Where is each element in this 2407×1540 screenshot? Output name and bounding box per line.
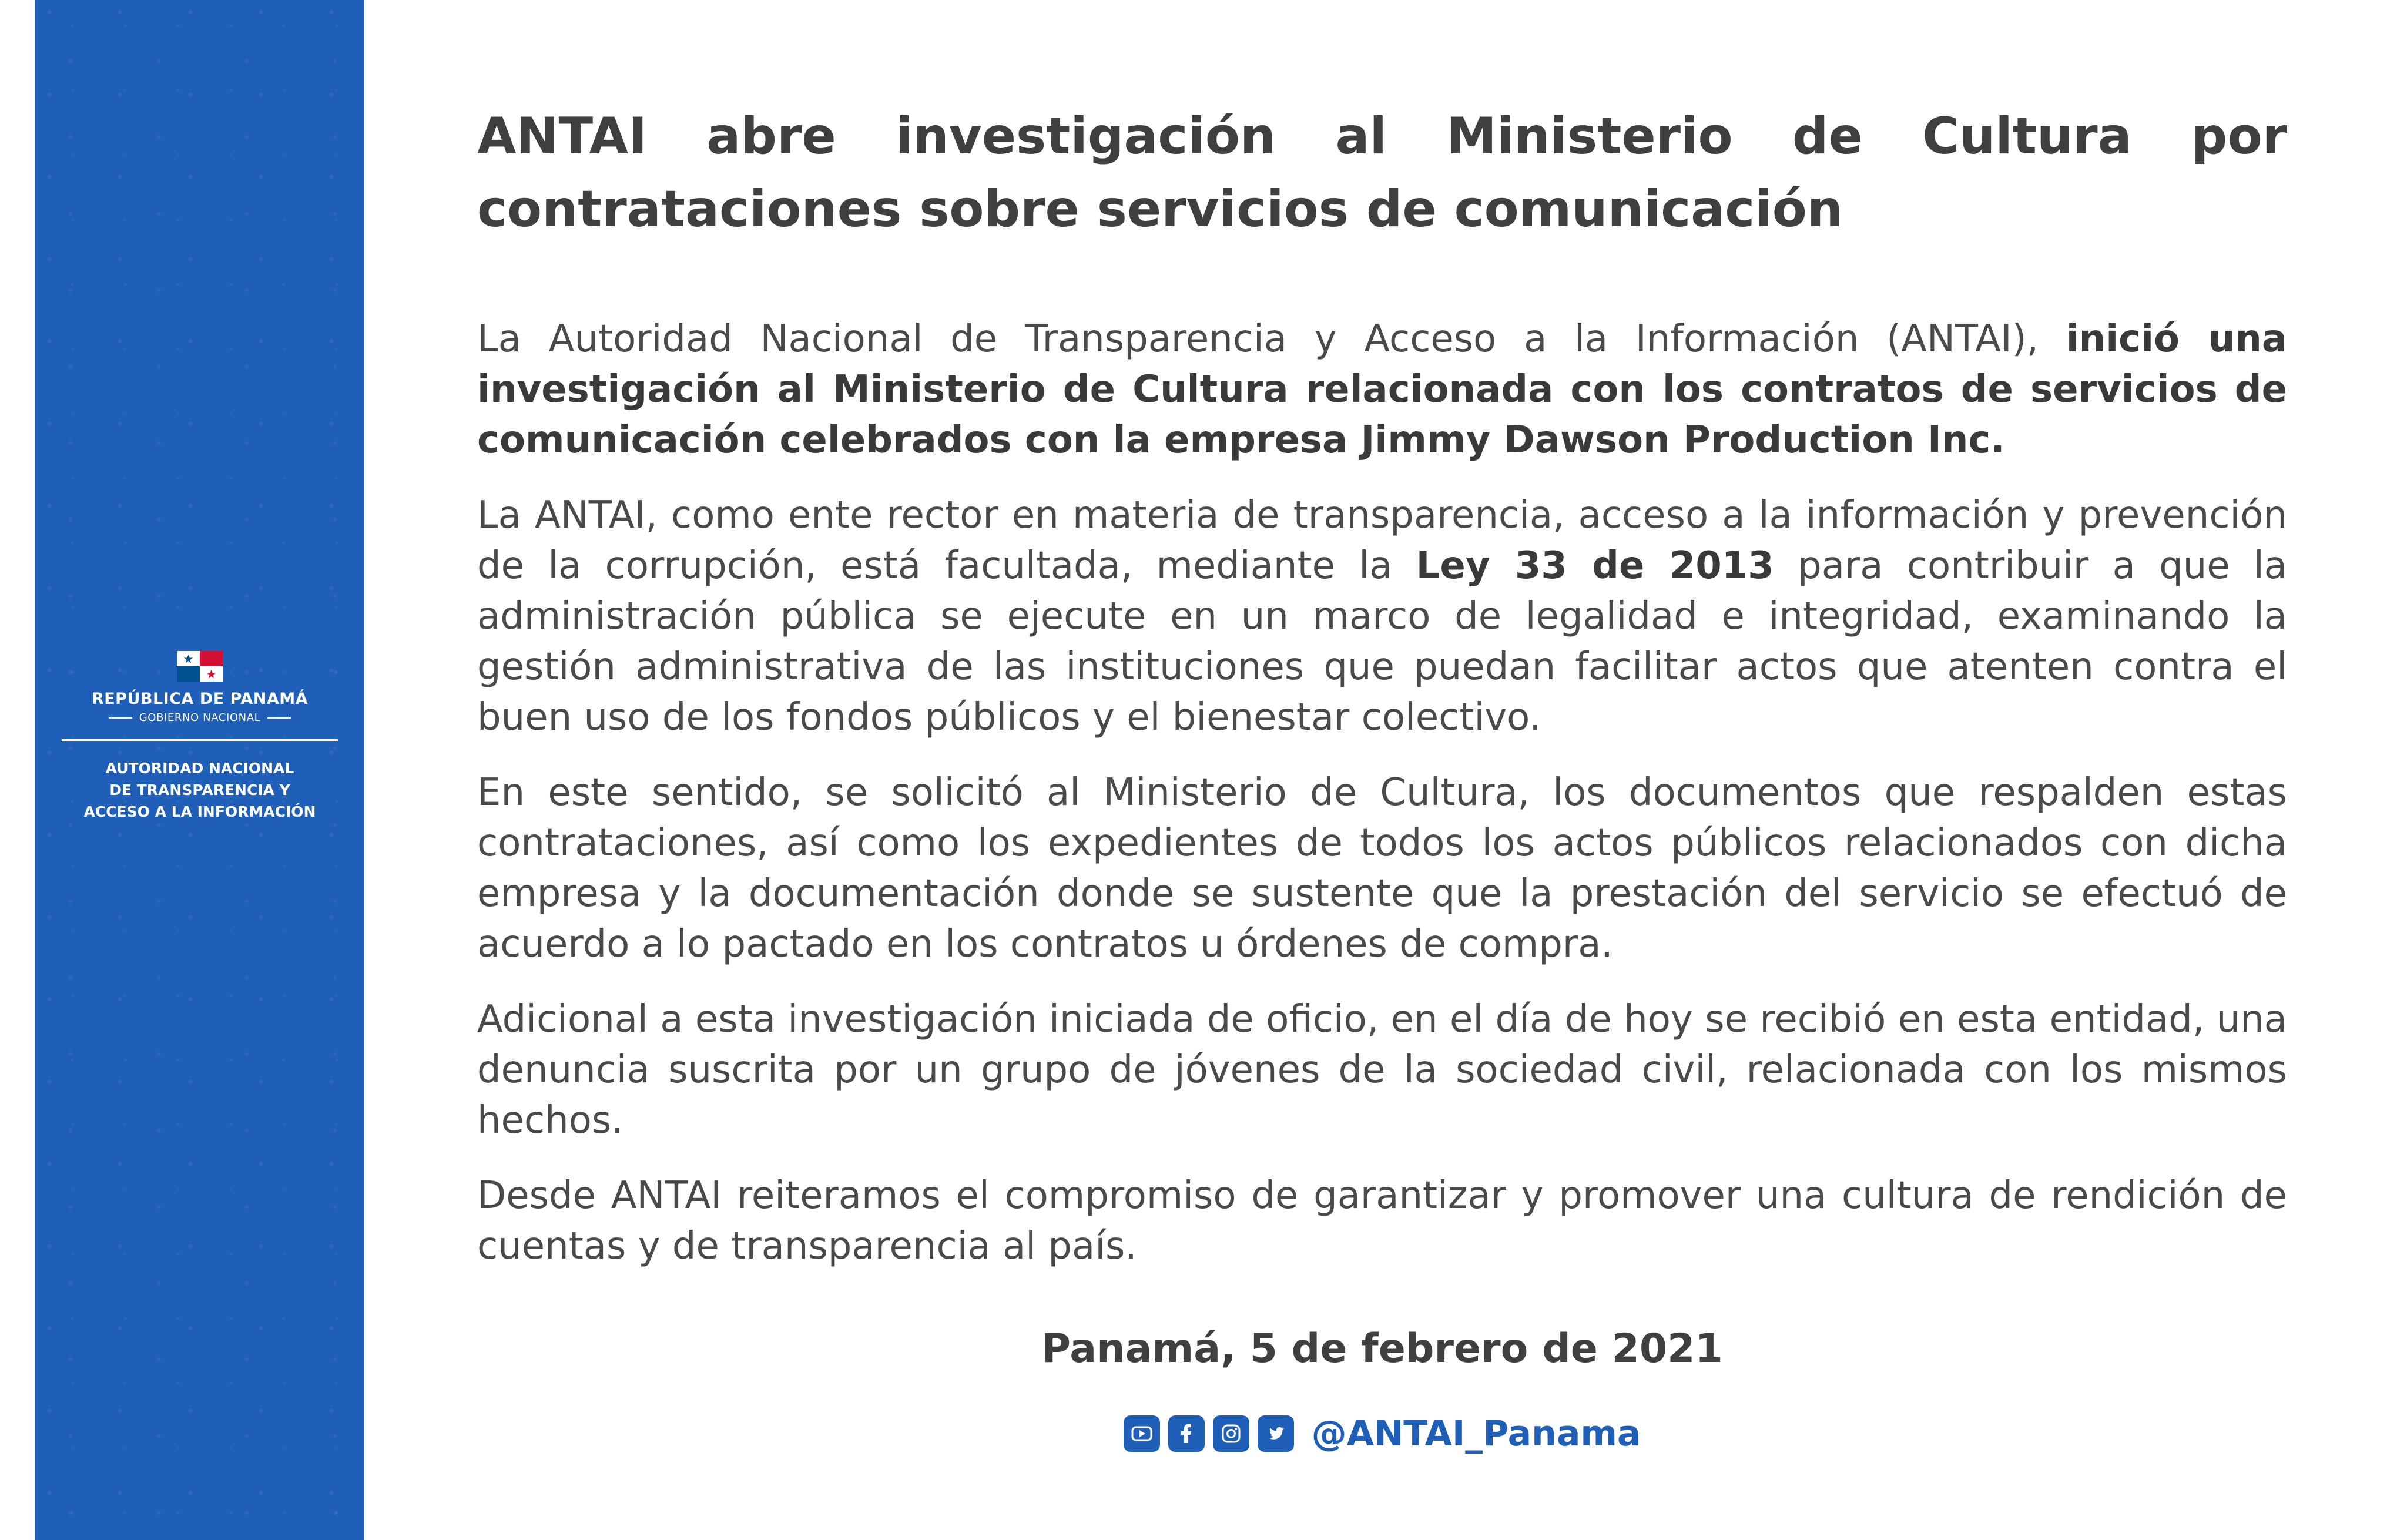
authority-line-3: ACCESO A LA INFORMACIÓN	[83, 803, 316, 820]
paragraph-5: Desde ANTAI reiteramos el compromiso de garantizar y promover una cultura de rendición de cuentas y de transparencia al país.	[477, 1174, 2287, 1268]
sidebar-panel	[35, 0, 364, 1540]
social-links	[477, 1413, 2287, 1454]
paragraph-1-text: La Autoridad Nacional de Transparencia y Acceso a la Información (ANTAI),	[477, 317, 2066, 361]
paragraph-2	[477, 490, 2287, 743]
paragraph-1-bold: inició una investigación al Ministerio de Cultura relacionada con los contratos de servicios de comunicación celebrados con la empresa Jimmy Dawson Production Inc.	[477, 317, 2287, 462]
youtube-icon[interactable]	[1124, 1415, 1160, 1452]
paragraph-2-text-b: para contribuir a que la administración pública se ejecute en un marco de legalidad e integridad, examinando la gestión administrativa de las instituciones que puedan facilitar actos que atenten contra el buen uso de los fondos públicos y el bienestar colectivo.	[477, 544, 2288, 739]
law-reference: Ley 33 de 2013	[1416, 544, 1774, 588]
twitter-icon[interactable]	[1258, 1415, 1294, 1452]
divider-line	[267, 717, 291, 719]
authority-name	[35, 757, 364, 823]
instagram-icon[interactable]	[1213, 1415, 1249, 1452]
paragraph-2-text-a: La ANTAI, como ente rector en materia de transparencia, acceso a la información y prevención de la corrupción, está facultada, mediante la	[477, 494, 2287, 588]
facebook-icon[interactable]	[1168, 1415, 1205, 1452]
country-name: REPÚBLICA DE PANAMÁ	[91, 690, 309, 708]
paragraph-4: Adicional a esta investigación iniciada de oficio, en el día de hoy se recibió en esta entidad, una denuncia suscrita por un grupo de jóvenes de la sociedad civil, relacionada con los mismos hechos.	[477, 998, 2287, 1142]
press-release-body	[477, 100, 2287, 1454]
divider-line	[109, 717, 132, 719]
dateline: Panamá, 5 de febrero de 2021	[1041, 1326, 1723, 1372]
paragraph-3: En este sentido, se solicitó al Ministerio de Cultura, los documentos que respalden estas contrataciones, así como los expedientes de todos los actos públicos relacionados con dicha empresa y la documentación donde se sustente que la prestación del servicio se efectuó de acuerdo a lo pactado en los contratos u órdenes de compra.	[477, 771, 2287, 966]
social-handle[interactable]: @ANTAI_Panama	[1311, 1413, 1641, 1454]
paragraph-1	[477, 314, 2287, 465]
sidebar-divider	[62, 739, 338, 741]
authority-line-2: DE TRANSPARENCIA Y	[109, 781, 290, 798]
headline: ANTAI abre investigación al Ministerio de Cultura por contrataciones sobre servicios de comunicación	[477, 107, 2287, 239]
panama-flag-icon	[177, 651, 223, 682]
government-label-row	[35, 712, 364, 724]
sidebar-branding	[35, 651, 364, 823]
government-label: GOBIERNO NACIONAL	[139, 712, 261, 724]
authority-line-1: AUTORIDAD NACIONAL	[105, 760, 294, 777]
